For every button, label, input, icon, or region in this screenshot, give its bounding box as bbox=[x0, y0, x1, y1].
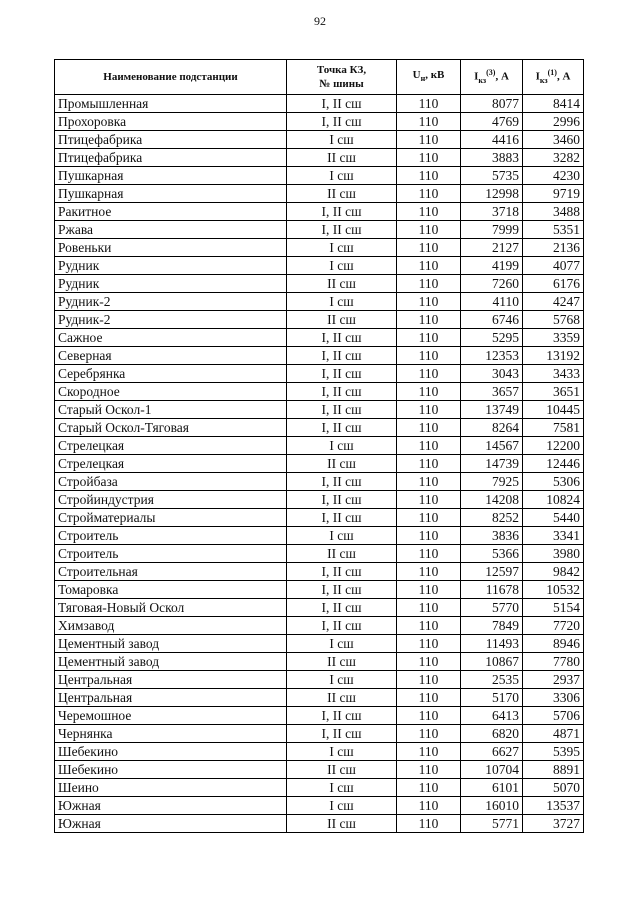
cell-i3: 7260 bbox=[461, 275, 523, 293]
cell-fault-point: I, II сш bbox=[287, 203, 397, 221]
cell-substation-name: Северная bbox=[55, 347, 287, 365]
cell-substation-name: Черемошное bbox=[55, 707, 287, 725]
cell-fault-point: II сш bbox=[287, 275, 397, 293]
cell-substation-name: Химзавод bbox=[55, 617, 287, 635]
cell-fault-point: I сш bbox=[287, 671, 397, 689]
header-substation-name: Наименование подстанции bbox=[55, 60, 287, 95]
cell-voltage: 110 bbox=[397, 131, 461, 149]
cell-substation-name: Чернянка bbox=[55, 725, 287, 743]
cell-voltage: 110 bbox=[397, 383, 461, 401]
table-row bbox=[55, 797, 584, 815]
cell-substation-name: Строитель bbox=[55, 545, 287, 563]
header-i3-superscript: (3) bbox=[486, 68, 496, 78]
cell-voltage: 110 bbox=[397, 437, 461, 455]
header-fault-point bbox=[287, 60, 397, 95]
cell-i1: 9719 bbox=[523, 185, 584, 203]
cell-i1: 2937 bbox=[523, 671, 584, 689]
table-row bbox=[55, 473, 584, 491]
cell-voltage: 110 bbox=[397, 329, 461, 347]
cell-i3: 14739 bbox=[461, 455, 523, 473]
cell-fault-point: I сш bbox=[287, 131, 397, 149]
cell-i3: 3883 bbox=[461, 149, 523, 167]
table-row bbox=[55, 707, 584, 725]
page-number: 92 bbox=[314, 14, 326, 28]
cell-i3: 12597 bbox=[461, 563, 523, 581]
header-i1-unit: , А bbox=[556, 70, 571, 83]
cell-voltage: 110 bbox=[397, 509, 461, 527]
table-row bbox=[55, 761, 584, 779]
cell-fault-point: I, II сш bbox=[287, 95, 397, 113]
cell-voltage: 110 bbox=[397, 545, 461, 563]
cell-i3: 4416 bbox=[461, 131, 523, 149]
header-voltage-symbol: U bbox=[412, 68, 421, 81]
cell-i1: 2136 bbox=[523, 239, 584, 257]
cell-i3: 5735 bbox=[461, 167, 523, 185]
cell-i1: 9842 bbox=[523, 563, 584, 581]
cell-i3: 3657 bbox=[461, 383, 523, 401]
cell-voltage: 110 bbox=[397, 95, 461, 113]
table-row bbox=[55, 491, 584, 509]
cell-i3: 5771 bbox=[461, 815, 523, 833]
header-i1-symbol: I bbox=[535, 70, 540, 83]
cell-i1: 5768 bbox=[523, 311, 584, 329]
cell-i3: 7849 bbox=[461, 617, 523, 635]
cell-substation-name: Ровеньки bbox=[55, 239, 287, 257]
cell-i3: 14208 bbox=[461, 491, 523, 509]
cell-i1: 7780 bbox=[523, 653, 584, 671]
cell-voltage: 110 bbox=[397, 293, 461, 311]
cell-fault-point: II сш bbox=[287, 761, 397, 779]
cell-fault-point: I сш bbox=[287, 437, 397, 455]
cell-i1: 13192 bbox=[523, 347, 584, 365]
cell-i1: 8891 bbox=[523, 761, 584, 779]
cell-fault-point: I, II сш bbox=[287, 617, 397, 635]
cell-fault-point: I сш bbox=[287, 167, 397, 185]
cell-i3: 14567 bbox=[461, 437, 523, 455]
cell-substation-name: Прохоровка bbox=[55, 113, 287, 131]
cell-i1: 10824 bbox=[523, 491, 584, 509]
cell-i1: 3651 bbox=[523, 383, 584, 401]
cell-substation-name: Птицефабрика bbox=[55, 131, 287, 149]
cell-i1: 3341 bbox=[523, 527, 584, 545]
cell-fault-point: I, II сш bbox=[287, 473, 397, 491]
table-row bbox=[55, 113, 584, 131]
cell-voltage: 110 bbox=[397, 581, 461, 599]
cell-voltage: 110 bbox=[397, 311, 461, 329]
cell-fault-point: II сш bbox=[287, 311, 397, 329]
table-row bbox=[55, 401, 584, 419]
cell-i1: 5395 bbox=[523, 743, 584, 761]
header-i3-unit: , А bbox=[495, 70, 509, 83]
table-row bbox=[55, 311, 584, 329]
table-row bbox=[55, 203, 584, 221]
cell-voltage: 110 bbox=[397, 671, 461, 689]
cell-substation-name: Тяговая-Новый Оскол bbox=[55, 599, 287, 617]
cell-i3: 6746 bbox=[461, 311, 523, 329]
cell-i1: 5306 bbox=[523, 473, 584, 491]
cell-voltage: 110 bbox=[397, 527, 461, 545]
cell-voltage: 110 bbox=[397, 491, 461, 509]
cell-i3: 16010 bbox=[461, 797, 523, 815]
cell-i3: 11493 bbox=[461, 635, 523, 653]
cell-voltage: 110 bbox=[397, 167, 461, 185]
cell-substation-name: Южная bbox=[55, 797, 287, 815]
table-header-row bbox=[55, 60, 584, 95]
header-i3-subscript: кз bbox=[478, 75, 487, 85]
header-voltage-subscript: н bbox=[420, 74, 426, 84]
cell-fault-point: II сш bbox=[287, 545, 397, 563]
table-row bbox=[55, 509, 584, 527]
cell-i3: 10704 bbox=[461, 761, 523, 779]
cell-i1: 3359 bbox=[523, 329, 584, 347]
cell-fault-point: I, II сш bbox=[287, 329, 397, 347]
table-body bbox=[55, 95, 584, 833]
cell-i3: 3043 bbox=[461, 365, 523, 383]
cell-i1: 6176 bbox=[523, 275, 584, 293]
cell-fault-point: I, II сш bbox=[287, 563, 397, 581]
cell-i3: 7999 bbox=[461, 221, 523, 239]
table-row bbox=[55, 563, 584, 581]
header-i3 bbox=[461, 60, 523, 95]
cell-i3: 12998 bbox=[461, 185, 523, 203]
cell-fault-point: I, II сш bbox=[287, 419, 397, 437]
cell-i3: 8077 bbox=[461, 95, 523, 113]
cell-i3: 10867 bbox=[461, 653, 523, 671]
cell-i1: 3727 bbox=[523, 815, 584, 833]
table-row bbox=[55, 293, 584, 311]
cell-voltage: 110 bbox=[397, 653, 461, 671]
cell-voltage: 110 bbox=[397, 275, 461, 293]
cell-voltage: 110 bbox=[397, 203, 461, 221]
table-row bbox=[55, 365, 584, 383]
cell-voltage: 110 bbox=[397, 239, 461, 257]
cell-fault-point: II сш bbox=[287, 815, 397, 833]
cell-i3: 6627 bbox=[461, 743, 523, 761]
cell-substation-name: Старый Оскол-Тяговая bbox=[55, 419, 287, 437]
table-row bbox=[55, 689, 584, 707]
cell-substation-name: Южная bbox=[55, 815, 287, 833]
cell-substation-name: Стройиндустрия bbox=[55, 491, 287, 509]
header-i3-symbol: I bbox=[474, 70, 479, 83]
cell-voltage: 110 bbox=[397, 221, 461, 239]
substation-table bbox=[54, 59, 584, 833]
table-row bbox=[55, 743, 584, 761]
cell-i1: 5070 bbox=[523, 779, 584, 797]
cell-fault-point: I, II сш bbox=[287, 725, 397, 743]
cell-i1: 3433 bbox=[523, 365, 584, 383]
cell-i1: 4077 bbox=[523, 257, 584, 275]
cell-fault-point: II сш bbox=[287, 689, 397, 707]
header-i1 bbox=[523, 60, 584, 95]
cell-voltage: 110 bbox=[397, 779, 461, 797]
cell-i3: 2127 bbox=[461, 239, 523, 257]
table-row bbox=[55, 347, 584, 365]
cell-i3: 7925 bbox=[461, 473, 523, 491]
table-row bbox=[55, 725, 584, 743]
cell-voltage: 110 bbox=[397, 707, 461, 725]
table-row bbox=[55, 581, 584, 599]
cell-substation-name: Рудник bbox=[55, 275, 287, 293]
table-row bbox=[55, 131, 584, 149]
cell-fault-point: I сш bbox=[287, 527, 397, 545]
cell-i1: 4247 bbox=[523, 293, 584, 311]
cell-i3: 13749 bbox=[461, 401, 523, 419]
cell-i3: 4110 bbox=[461, 293, 523, 311]
cell-i1: 4871 bbox=[523, 725, 584, 743]
cell-substation-name: Сажное bbox=[55, 329, 287, 347]
cell-substation-name: Цементный завод bbox=[55, 653, 287, 671]
cell-substation-name: Цементный завод bbox=[55, 635, 287, 653]
cell-substation-name: Центральная bbox=[55, 671, 287, 689]
cell-substation-name: Шеино bbox=[55, 779, 287, 797]
cell-voltage: 110 bbox=[397, 617, 461, 635]
cell-fault-point: I, II сш bbox=[287, 113, 397, 131]
table-row bbox=[55, 455, 584, 473]
cell-i3: 5170 bbox=[461, 689, 523, 707]
cell-i3: 8252 bbox=[461, 509, 523, 527]
cell-fault-point: I сш bbox=[287, 239, 397, 257]
cell-fault-point: II сш bbox=[287, 185, 397, 203]
cell-fault-point: I сш bbox=[287, 779, 397, 797]
cell-i1: 3306 bbox=[523, 689, 584, 707]
cell-i1: 3282 bbox=[523, 149, 584, 167]
table-row bbox=[55, 635, 584, 653]
cell-substation-name: Стройбаза bbox=[55, 473, 287, 491]
cell-voltage: 110 bbox=[397, 185, 461, 203]
table-row bbox=[55, 671, 584, 689]
cell-fault-point: I, II сш bbox=[287, 707, 397, 725]
cell-i1: 13537 bbox=[523, 797, 584, 815]
cell-substation-name: Стрелецкая bbox=[55, 455, 287, 473]
cell-substation-name: Рудник-2 bbox=[55, 311, 287, 329]
table-row bbox=[55, 527, 584, 545]
cell-i3: 11678 bbox=[461, 581, 523, 599]
cell-substation-name: Стройматериалы bbox=[55, 509, 287, 527]
table-row bbox=[55, 257, 584, 275]
cell-substation-name: Птицефабрика bbox=[55, 149, 287, 167]
cell-substation-name: Шебекино bbox=[55, 743, 287, 761]
cell-i3: 8264 bbox=[461, 419, 523, 437]
cell-voltage: 110 bbox=[397, 599, 461, 617]
cell-i3: 5366 bbox=[461, 545, 523, 563]
table-row bbox=[55, 599, 584, 617]
cell-i1: 5154 bbox=[523, 599, 584, 617]
cell-voltage: 110 bbox=[397, 689, 461, 707]
cell-fault-point: I, II сш bbox=[287, 347, 397, 365]
cell-substation-name: Серебрянка bbox=[55, 365, 287, 383]
cell-i1: 10532 bbox=[523, 581, 584, 599]
table-row bbox=[55, 779, 584, 797]
table-row bbox=[55, 419, 584, 437]
cell-fault-point: I, II сш bbox=[287, 599, 397, 617]
cell-fault-point: I, II сш bbox=[287, 383, 397, 401]
cell-fault-point: II сш bbox=[287, 653, 397, 671]
cell-substation-name: Ржава bbox=[55, 221, 287, 239]
cell-substation-name: Пушкарная bbox=[55, 167, 287, 185]
cell-fault-point: I сш bbox=[287, 293, 397, 311]
table-row bbox=[55, 95, 584, 113]
cell-i3: 4199 bbox=[461, 257, 523, 275]
header-fault-point-line2: № шины bbox=[319, 78, 364, 90]
cell-substation-name: Томаровка bbox=[55, 581, 287, 599]
cell-voltage: 110 bbox=[397, 455, 461, 473]
cell-i3: 3836 bbox=[461, 527, 523, 545]
table-row bbox=[55, 221, 584, 239]
header-voltage bbox=[397, 60, 461, 95]
cell-fault-point: I, II сш bbox=[287, 509, 397, 527]
cell-i1: 5440 bbox=[523, 509, 584, 527]
cell-substation-name: Строитель bbox=[55, 527, 287, 545]
cell-substation-name: Центральная bbox=[55, 689, 287, 707]
cell-i1: 3980 bbox=[523, 545, 584, 563]
cell-fault-point: I сш bbox=[287, 797, 397, 815]
table-row bbox=[55, 617, 584, 635]
cell-i1: 12446 bbox=[523, 455, 584, 473]
table-row bbox=[55, 653, 584, 671]
cell-fault-point: II сш bbox=[287, 455, 397, 473]
cell-substation-name: Рудник-2 bbox=[55, 293, 287, 311]
cell-voltage: 110 bbox=[397, 563, 461, 581]
cell-voltage: 110 bbox=[397, 761, 461, 779]
cell-fault-point: I, II сш bbox=[287, 581, 397, 599]
cell-voltage: 110 bbox=[397, 725, 461, 743]
cell-i3: 3718 bbox=[461, 203, 523, 221]
cell-fault-point: I сш bbox=[287, 743, 397, 761]
cell-fault-point: I, II сш bbox=[287, 221, 397, 239]
cell-i1: 7720 bbox=[523, 617, 584, 635]
cell-voltage: 110 bbox=[397, 365, 461, 383]
cell-i3: 6413 bbox=[461, 707, 523, 725]
cell-voltage: 110 bbox=[397, 347, 461, 365]
header-i1-subscript: кз bbox=[539, 75, 548, 85]
cell-i3: 12353 bbox=[461, 347, 523, 365]
table-row bbox=[55, 149, 584, 167]
cell-i1: 2996 bbox=[523, 113, 584, 131]
cell-fault-point: I сш bbox=[287, 257, 397, 275]
cell-i3: 4769 bbox=[461, 113, 523, 131]
cell-i1: 5706 bbox=[523, 707, 584, 725]
cell-voltage: 110 bbox=[397, 149, 461, 167]
cell-substation-name: Рудник bbox=[55, 257, 287, 275]
header-fault-point-line1: Точка КЗ, bbox=[316, 64, 367, 76]
cell-i3: 6101 bbox=[461, 779, 523, 797]
cell-voltage: 110 bbox=[397, 473, 461, 491]
header-voltage-unit: , кВ bbox=[425, 68, 445, 81]
cell-i3: 5295 bbox=[461, 329, 523, 347]
cell-fault-point: I, II сш bbox=[287, 491, 397, 509]
cell-voltage: 110 bbox=[397, 635, 461, 653]
cell-substation-name: Скородное bbox=[55, 383, 287, 401]
cell-fault-point: II сш bbox=[287, 149, 397, 167]
cell-i3: 6820 bbox=[461, 725, 523, 743]
cell-i1: 5351 bbox=[523, 221, 584, 239]
cell-voltage: 110 bbox=[397, 401, 461, 419]
cell-i1: 12200 bbox=[523, 437, 584, 455]
cell-substation-name: Промышленная bbox=[55, 95, 287, 113]
cell-voltage: 110 bbox=[397, 797, 461, 815]
cell-fault-point: I, II сш bbox=[287, 365, 397, 383]
table-row bbox=[55, 815, 584, 833]
cell-i1: 7581 bbox=[523, 419, 584, 437]
table-row bbox=[55, 437, 584, 455]
cell-i1: 10445 bbox=[523, 401, 584, 419]
cell-substation-name: Пушкарная bbox=[55, 185, 287, 203]
cell-voltage: 110 bbox=[397, 815, 461, 833]
cell-i1: 8946 bbox=[523, 635, 584, 653]
cell-voltage: 110 bbox=[397, 743, 461, 761]
cell-fault-point: I, II сш bbox=[287, 401, 397, 419]
table-row bbox=[55, 545, 584, 563]
cell-i1: 3460 bbox=[523, 131, 584, 149]
header-i1-superscript: (1) bbox=[547, 68, 557, 78]
table-row bbox=[55, 275, 584, 293]
cell-i1: 8414 bbox=[523, 95, 584, 113]
cell-substation-name: Строительная bbox=[55, 563, 287, 581]
cell-substation-name: Шебекино bbox=[55, 761, 287, 779]
table-row bbox=[55, 329, 584, 347]
table-row bbox=[55, 185, 584, 203]
cell-substation-name: Стрелецкая bbox=[55, 437, 287, 455]
table-row bbox=[55, 383, 584, 401]
cell-voltage: 110 bbox=[397, 257, 461, 275]
cell-i1: 4230 bbox=[523, 167, 584, 185]
table-row bbox=[55, 239, 584, 257]
cell-voltage: 110 bbox=[397, 419, 461, 437]
cell-voltage: 110 bbox=[397, 113, 461, 131]
cell-i1: 3488 bbox=[523, 203, 584, 221]
cell-i3: 5770 bbox=[461, 599, 523, 617]
table-row bbox=[55, 167, 584, 185]
cell-substation-name: Старый Оскол-1 bbox=[55, 401, 287, 419]
cell-i3: 2535 bbox=[461, 671, 523, 689]
cell-substation-name: Ракитное bbox=[55, 203, 287, 221]
cell-fault-point: I сш bbox=[287, 635, 397, 653]
